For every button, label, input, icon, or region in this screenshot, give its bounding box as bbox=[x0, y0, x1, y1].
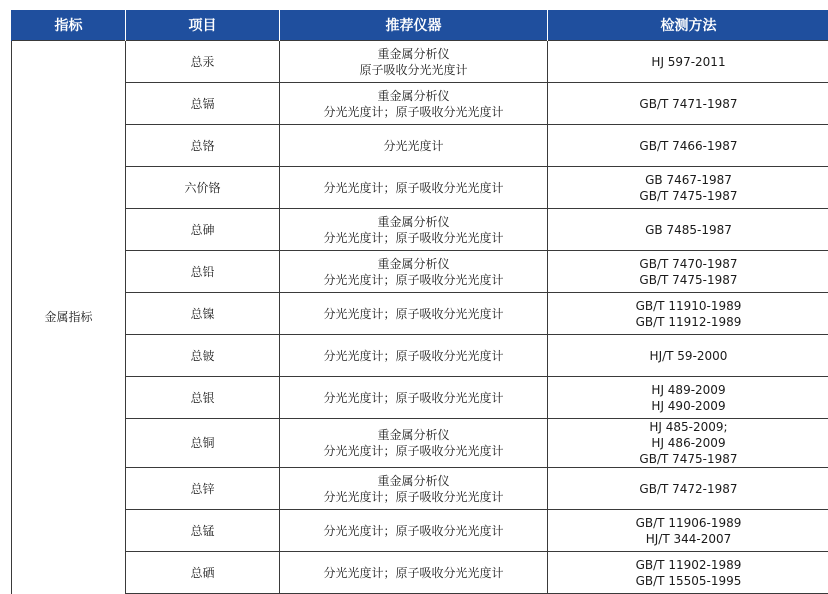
method-line: GB/T 11902-1989 bbox=[635, 557, 742, 572]
method-cell bbox=[548, 83, 828, 125]
instrument-line: 分光光度计；原子吸收分光光度计 bbox=[323, 489, 504, 504]
table-row bbox=[12, 251, 828, 293]
item-cell: 总汞 bbox=[126, 41, 280, 83]
method-cell bbox=[548, 419, 828, 468]
instrument-line: 分光光度计；原子吸收分光光度计 bbox=[323, 444, 504, 458]
instrument-line: 分光光度计；原子吸收分光光度计 bbox=[323, 306, 504, 321]
header-instrument: 推荐仪器 bbox=[280, 10, 548, 41]
method-line: GB/T 7472-1987 bbox=[639, 481, 738, 496]
table-row bbox=[12, 335, 828, 377]
item-cell: 总镉 bbox=[126, 83, 280, 125]
instrument-line: 分光光度计；原子吸收分光光度计 bbox=[323, 104, 504, 119]
method-line: HJ/T 59-2000 bbox=[649, 348, 728, 363]
method-cell bbox=[548, 209, 828, 251]
instrument-cell bbox=[280, 419, 548, 468]
table-row bbox=[12, 83, 828, 125]
method-cell bbox=[548, 468, 828, 510]
instrument-line: 分光光度计；原子吸收分光光度计 bbox=[323, 565, 504, 580]
table-row bbox=[12, 510, 828, 552]
metal-indicator-table-wrapper bbox=[11, 10, 828, 594]
instrument-cell bbox=[280, 209, 548, 251]
header-item: 项目 bbox=[126, 10, 280, 41]
table-row bbox=[12, 293, 828, 335]
item-cell: 总锰 bbox=[126, 510, 280, 552]
method-line: GB 7467-1987 bbox=[645, 172, 732, 187]
method-line: HJ 486-2009 bbox=[651, 436, 726, 450]
instrument-line: 分光光度计；原子吸收分光光度计 bbox=[323, 272, 504, 287]
item-cell: 总铍 bbox=[126, 335, 280, 377]
method-line: GB/T 7475-1987 bbox=[639, 272, 738, 287]
item-cell: 总银 bbox=[126, 377, 280, 419]
method-cell bbox=[548, 167, 828, 209]
item-cell: 总砷 bbox=[126, 209, 280, 251]
header-method: 检测方法 bbox=[548, 10, 828, 41]
method-cell bbox=[548, 41, 828, 83]
table-row bbox=[12, 209, 828, 251]
method-line: HJ 597-2011 bbox=[651, 54, 726, 69]
instrument-line: 重金属分析仪 bbox=[377, 473, 450, 488]
instrument-line: 分光光度计 bbox=[383, 138, 444, 153]
instrument-cell bbox=[280, 125, 548, 167]
table-body bbox=[12, 41, 828, 594]
instrument-line: 重金属分析仪 bbox=[377, 46, 450, 61]
table-header bbox=[12, 10, 828, 41]
method-line: HJ/T 344-2007 bbox=[645, 531, 732, 546]
instrument-line: 分光光度计；原子吸收分光光度计 bbox=[323, 230, 504, 245]
instrument-line: 重金属分析仪 bbox=[377, 214, 450, 229]
instrument-cell bbox=[280, 510, 548, 552]
method-line: GB/T 7470-1987 bbox=[639, 256, 738, 271]
method-cell bbox=[548, 377, 828, 419]
instrument-cell bbox=[280, 552, 548, 594]
table-row bbox=[12, 125, 828, 167]
item-cell: 总锌 bbox=[126, 468, 280, 510]
instrument-line: 原子吸收分光光度计 bbox=[359, 62, 468, 77]
item-cell: 总铅 bbox=[126, 251, 280, 293]
method-line: GB/T 7475-1987 bbox=[639, 452, 738, 466]
method-cell bbox=[548, 125, 828, 167]
category-cell: 金属指标 bbox=[12, 41, 126, 594]
table-row bbox=[12, 468, 828, 510]
header-indicator: 指标 bbox=[12, 10, 126, 41]
method-line: HJ 485-2009; bbox=[649, 420, 728, 434]
instrument-cell bbox=[280, 377, 548, 419]
header-row bbox=[12, 10, 828, 41]
method-cell bbox=[548, 510, 828, 552]
method-line: HJ 489-2009 bbox=[651, 382, 726, 397]
instrument-line: 分光光度计；原子吸收分光光度计 bbox=[323, 348, 504, 363]
instrument-cell bbox=[280, 167, 548, 209]
method-line: GB/T 11912-1989 bbox=[635, 314, 742, 329]
method-line: GB/T 7471-1987 bbox=[639, 96, 738, 111]
method-cell bbox=[548, 251, 828, 293]
item-cell: 总铬 bbox=[126, 125, 280, 167]
method-line: HJ 490-2009 bbox=[651, 398, 726, 413]
item-cell: 六价铬 bbox=[126, 167, 280, 209]
instrument-line: 重金属分析仪 bbox=[377, 88, 450, 103]
instrument-line: 分光光度计；原子吸收分光光度计 bbox=[323, 523, 504, 538]
item-cell: 总镍 bbox=[126, 293, 280, 335]
table-row bbox=[12, 41, 828, 83]
instrument-cell bbox=[280, 83, 548, 125]
instrument-cell bbox=[280, 335, 548, 377]
item-cell: 总铜 bbox=[126, 419, 280, 468]
method-cell bbox=[548, 335, 828, 377]
method-cell bbox=[548, 293, 828, 335]
instrument-cell bbox=[280, 251, 548, 293]
instrument-cell bbox=[280, 293, 548, 335]
instrument-line: 重金属分析仪 bbox=[377, 256, 450, 271]
item-cell: 总硒 bbox=[126, 552, 280, 594]
method-line: GB/T 11906-1989 bbox=[635, 515, 742, 530]
table-row bbox=[12, 377, 828, 419]
method-line: GB/T 15505-1995 bbox=[635, 573, 742, 588]
table-row bbox=[12, 419, 828, 468]
table-row bbox=[12, 167, 828, 209]
instrument-line: 分光光度计；原子吸收分光光度计 bbox=[323, 390, 504, 405]
table-row bbox=[12, 552, 828, 594]
instrument-line: 分光光度计；原子吸收分光光度计 bbox=[323, 180, 504, 195]
metal-indicator-table bbox=[11, 10, 828, 594]
instrument-line: 重金属分析仪 bbox=[377, 428, 450, 442]
method-line: GB/T 11910-1989 bbox=[635, 298, 742, 313]
method-cell bbox=[548, 552, 828, 594]
method-line: GB/T 7466-1987 bbox=[639, 138, 738, 153]
method-line: GB/T 7475-1987 bbox=[639, 188, 738, 203]
instrument-cell bbox=[280, 41, 548, 83]
instrument-cell bbox=[280, 468, 548, 510]
method-line: GB 7485-1987 bbox=[645, 222, 732, 237]
